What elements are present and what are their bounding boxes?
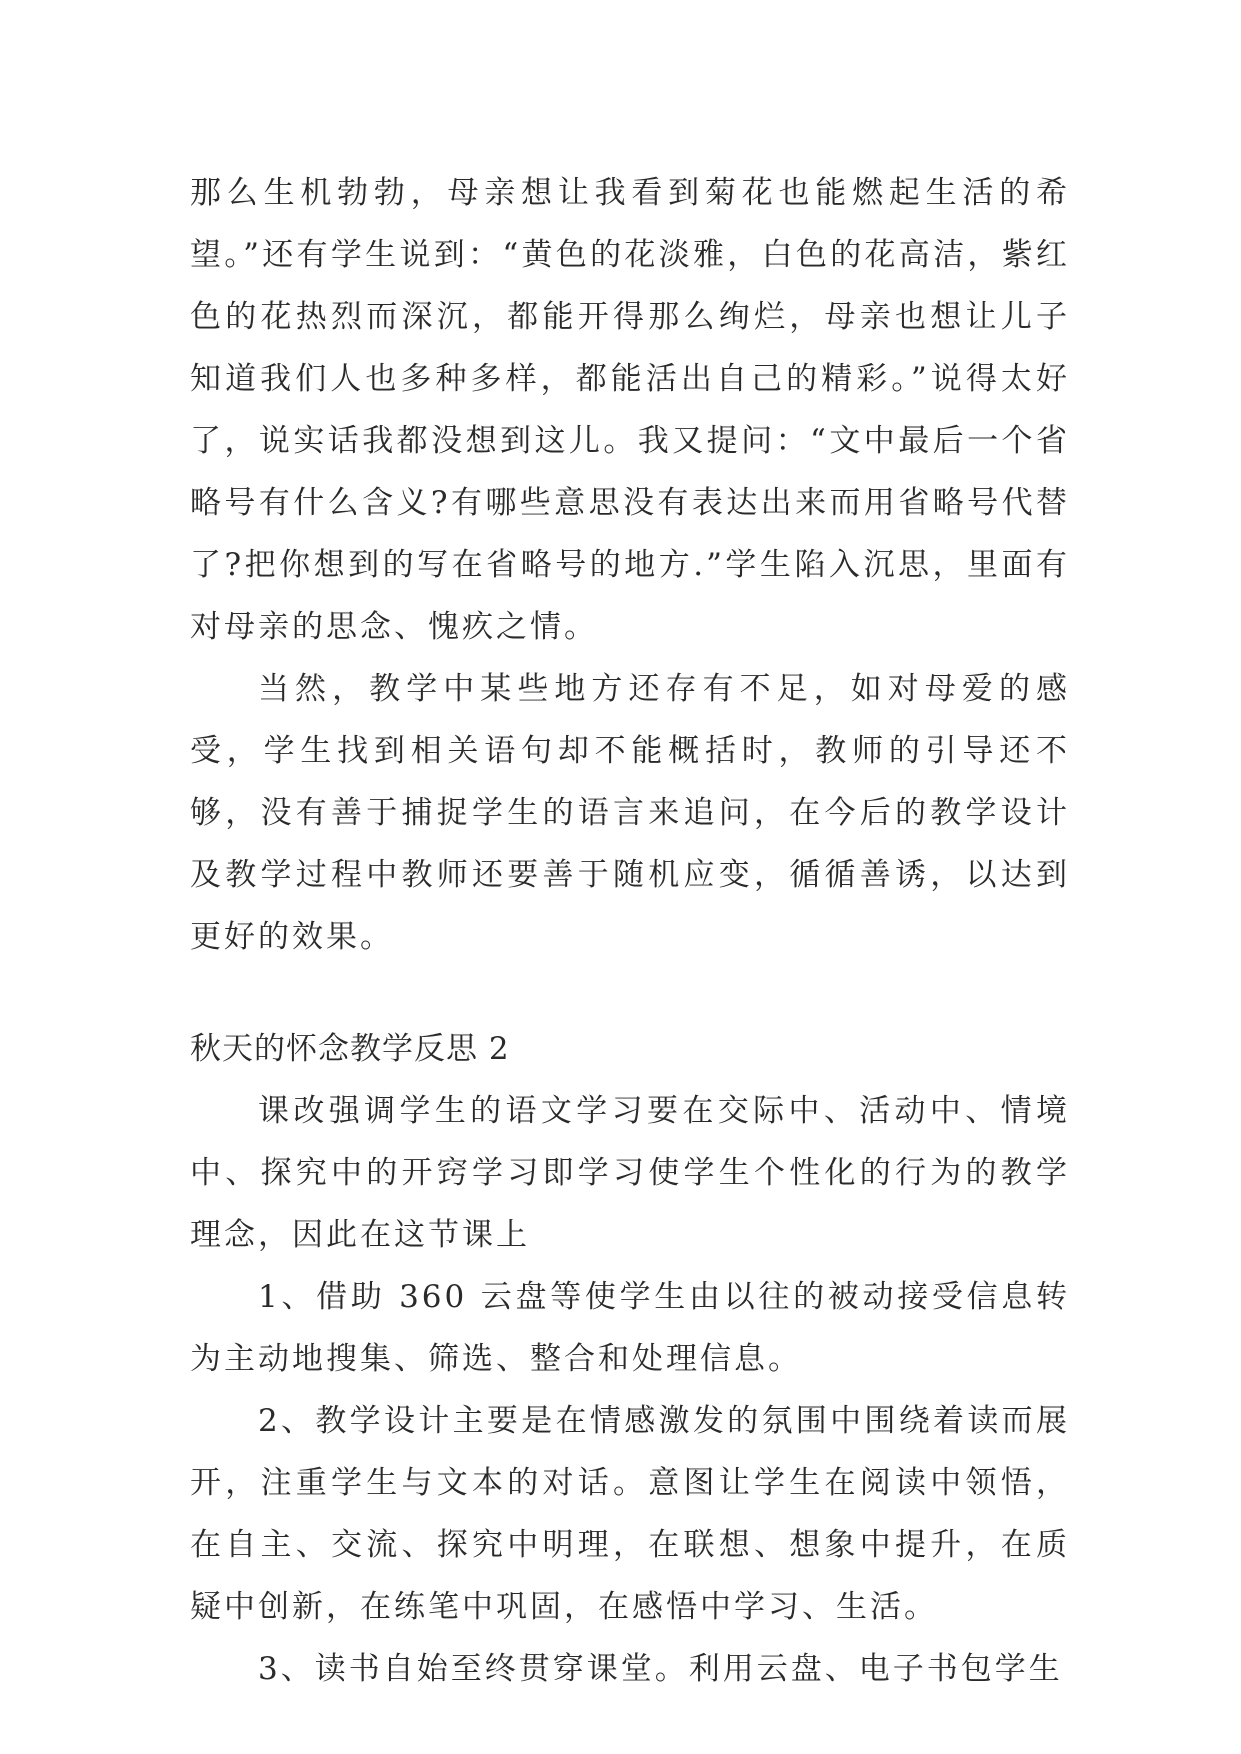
paragraph-point-3: 3、读书自始至终贯穿课堂。利用云盘、电子书包学生 (258, 1651, 1063, 1687)
paragraph-intro: 课改强调学生的语文学习要在交际中、活动中、情境中、探究中的开窍学习即学习使学生个性化的行为的教学理念，因此在这节课上 (190, 1093, 1070, 1253)
paragraph-point-1: 1、借助 360 云盘等使学生由以往的被动接受信息转为主动地搜集、筛选、整合和处理信息。 (190, 1279, 1070, 1377)
paragraph-point-2: 2、教学设计主要是在情感激发的氛围中围绕着读而展开，注重学生与文本的对话。意图让学生在阅读中领悟，在自主、交流、探究中明理，在联想、想象中提升，在质疑中创新，在练笔中巩固，在感悟中学习、生活。 (190, 1403, 1070, 1625)
paragraph-shortcomings: 当然，教学中某些地方还存有不足，如对母爱的感受，学生找到相关语句却不能概括时，教师的引导还不够，没有善于捕捉学生的语言来追问，在今后的教学设计及教学过程中教师还要善于随机应变，循循善诱，以达到更好的效果。 (190, 671, 1070, 955)
paragraph-continued: 那么生机勃勃，母亲想让我看到菊花也能燃起生活的希望。”还有学生说到：“黄色的花淡雅，白色的花高洁，紫红色的花热烈而深沉，都能开得那么绚烂，母亲也想让儿子知道我们人也多种多样，都能活出自己的精彩。”说得太好了，说实话我都没想到这儿。我又提问：“文中最后一个省略号有什么含义?有哪些意思没有表达出来而用省略号代替了?把你想到的写在省略号的地方.”学生陷入沉思，里面有对母亲的思念、愧疚之情。 (190, 175, 1070, 645)
section-gap (190, 968, 1070, 1018)
document-body (190, 162, 1070, 1700)
section-title: 秋天的怀念教学反思 2 (190, 1031, 510, 1067)
